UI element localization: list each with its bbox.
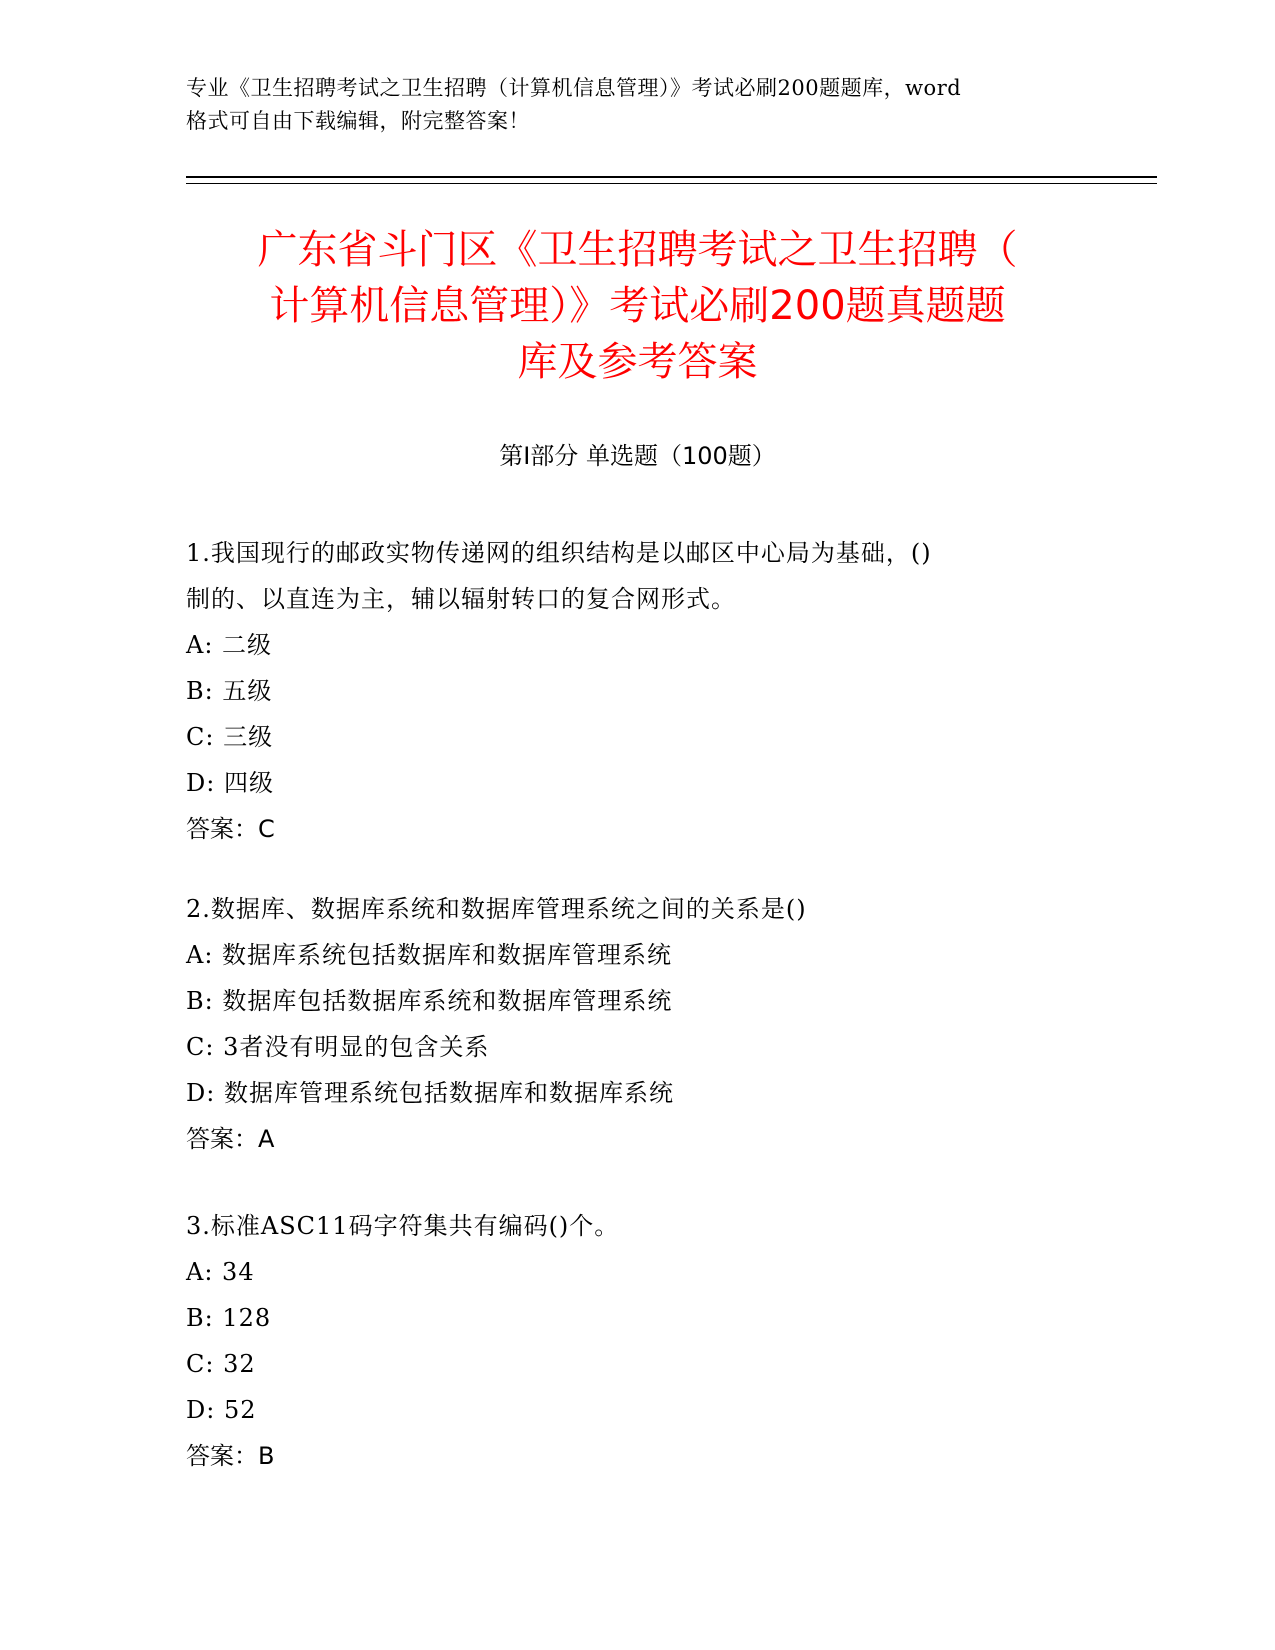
section-title: 第Ⅰ部分 单选题（100题）	[499, 442, 776, 470]
option-c: C: 3者没有明显的包含关系	[186, 1033, 490, 1061]
answer: 答案：B	[186, 1442, 275, 1470]
option-a: A: 数据库系统包括数据库和数据库管理系统	[186, 941, 673, 969]
option-c: C: 32	[186, 1350, 256, 1378]
header-note-line: 专业《卫生招聘考试之卫生招聘（计算机信息管理）》考试必刷200题题库，word	[186, 76, 962, 100]
question-2	[186, 886, 1086, 1162]
question-stem: 制的、以直连为主，辅以辐射转口的复合网形式。	[186, 585, 736, 613]
question-stem: 3.标准ASC11码字符集共有编码()个。	[186, 1212, 620, 1240]
option-d: D: 数据库管理系统包括数据库和数据库系统	[186, 1079, 674, 1107]
header-note	[186, 72, 1096, 138]
document-title-line: 库及参考答案	[517, 339, 758, 385]
header-note-line: 格式可自由下载编辑，附完整答案！	[186, 109, 530, 133]
option-d: D: 四级	[186, 769, 274, 797]
question-3	[186, 1203, 1086, 1479]
option-d: D: 52	[186, 1396, 257, 1424]
document-title-line: 广东省斗门区《卫生招聘考试之卫生招聘（	[257, 227, 1018, 273]
option-a: A: 二级	[186, 631, 273, 659]
option-c: C: 三级	[186, 723, 274, 751]
document-title	[186, 222, 1089, 390]
option-a: A: 34	[186, 1258, 255, 1286]
answer: 答案：A	[186, 1125, 275, 1153]
option-b: B: 数据库包括数据库系统和数据库管理系统	[186, 987, 673, 1015]
document-title-line: 计算机信息管理）》考试必刷200题真题题	[269, 283, 1006, 329]
header-divider-thin	[186, 183, 1157, 184]
question-stem: 1.我国现行的邮政实物传递网的组织结构是以邮区中心局为基础，()	[186, 539, 932, 567]
answer: 答案：C	[186, 815, 275, 843]
question-1	[186, 530, 1086, 852]
option-b: B: 五级	[186, 677, 273, 705]
option-b: B: 128	[186, 1304, 272, 1332]
question-stem: 2.数据库、数据库系统和数据库管理系统之间的关系是()	[186, 895, 807, 923]
header-divider-thick	[186, 176, 1157, 178]
